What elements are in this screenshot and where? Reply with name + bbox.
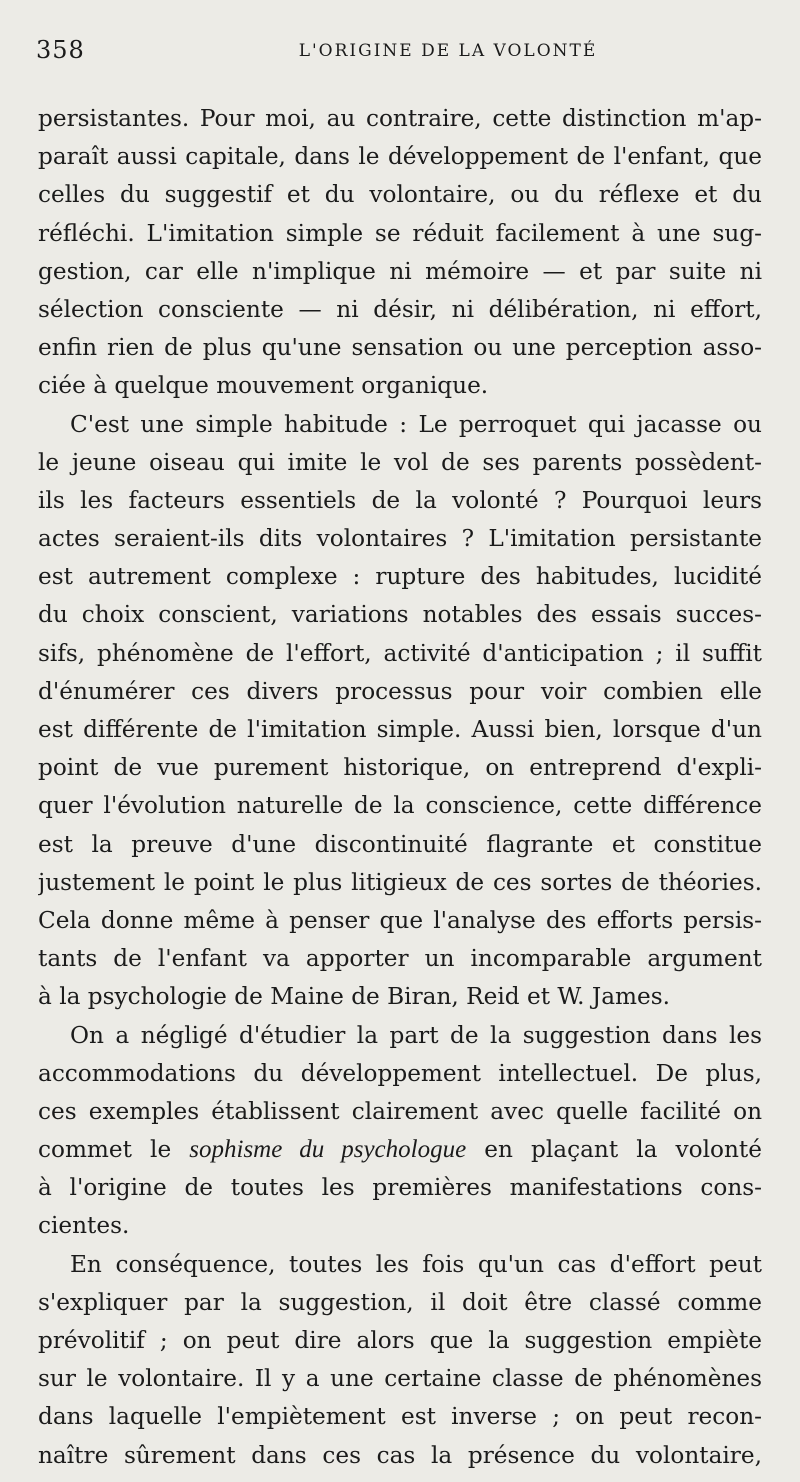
text-line: le jeune oiseau qui imite le vol de ses parents possèdent-	[38, 448, 762, 476]
text-fragment: commet le	[38, 1136, 172, 1164]
text-line: sur le volontaire. Il y a une certaine classe de phénomènes	[38, 1365, 762, 1393]
body-text	[38, 100, 762, 1475]
italic-phrase: sophisme du psychologue	[189, 1136, 467, 1164]
page-number: 358	[36, 36, 85, 64]
text-fragment: en plaçant la volonté	[484, 1136, 762, 1164]
text-line: En conséquence, toutes les fois qu'un cas d'effort peut	[70, 1250, 762, 1278]
text-line: point de vue purement historique, on entreprend d'expli-	[38, 754, 762, 782]
text-line: ils les facteurs essentiels de la volonté ? Pourquoi leurs	[38, 486, 762, 514]
text-line: du choix conscient, variations notables des essais succes-	[38, 601, 762, 629]
text-line: à la psychologie de Maine de Biran, Reid et W. James.	[38, 983, 671, 1011]
text-line: est autrement complexe : rupture des habitudes, lucidité	[38, 563, 762, 591]
text-line: tants de l'enfant va apporter un incomparable argument	[38, 945, 762, 973]
text-line: On a négligé d'étudier la part de la suggestion dans les	[70, 1021, 762, 1049]
text-line: est différente de l'imitation simple. Aussi bien, lorsque d'un	[38, 716, 762, 743]
text-line: actes seraient-ils dits volontaires ? L'imitation persistante	[38, 525, 762, 553]
text-line: accommodations du développement intellectuel. De plus,	[38, 1059, 762, 1087]
text-line: ces exemples établissent clairement avec quelle facilité on	[38, 1097, 762, 1125]
text-line: Cela donne même à penser que l'analyse des efforts persis-	[38, 906, 762, 934]
text-line: dans laquelle l'empiètement est inverse ; on peut recon-	[38, 1403, 762, 1431]
text-line: sifs, phénomène de l'effort, activité d'anticipation ; il suffit	[38, 639, 762, 667]
text-line: réfléchi. L'imitation simple se réduit facilement à une sug-	[38, 219, 762, 247]
text-line: est la preuve d'une discontinuité flagrante et constitue	[38, 830, 762, 858]
text-line: cientes.	[38, 1212, 130, 1240]
text-line: prévolitif ; on peut dire alors que la suggestion empiète	[38, 1327, 762, 1354]
text-line: à l'origine de toutes les premières manifestations cons-	[38, 1174, 762, 1202]
text-line: d'énumérer ces divers processus pour voir combien elle	[38, 677, 762, 705]
running-title: L'ORIGINE DE LA VOLONTÉ	[298, 41, 598, 61]
text-line: gestion, car elle n'implique ni mémoire — et par suite ni	[38, 257, 762, 285]
text-line: C'est une simple habitude : Le perroquet qui jacasse ou	[70, 410, 762, 438]
running-head	[36, 36, 760, 72]
text-line: persistantes. Pour moi, au contraire, cette distinction m'ap-	[38, 105, 762, 132]
text-line: ciée à quelque mouvement organique.	[38, 372, 489, 400]
text-line: justement le point le plus litigieux de ces sortes de théories.	[38, 868, 762, 896]
text-line: celles du suggestif et du volontaire, ou du réflexe et du	[38, 181, 762, 209]
text-line: sélection consciente — ni désir, ni délibération, ni effort,	[38, 295, 762, 323]
text-line-with-italic	[38, 1131, 762, 1169]
text-line: enfin rien de plus qu'une sensation ou une perception asso-	[38, 334, 762, 362]
text-line: paraît aussi capitale, dans le développement de l'enfant, que	[38, 143, 762, 171]
text-line: naître sûrement dans ces cas la présence du volontaire,	[38, 1441, 762, 1469]
text-line: s'expliquer par la suggestion, il doit être classé comme	[38, 1288, 762, 1316]
text-line: quer l'évolution naturelle de la conscience, cette différence	[38, 792, 762, 820]
